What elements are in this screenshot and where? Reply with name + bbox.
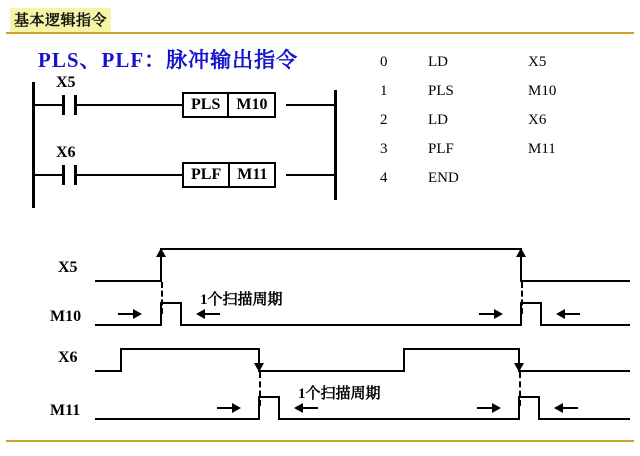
rung1-operand: M10	[227, 94, 274, 116]
instruction-arg: M10	[528, 83, 557, 99]
instruction-step: 4	[380, 170, 388, 186]
m10-low-1	[95, 324, 160, 326]
m10-width-line-left	[118, 313, 136, 315]
m11-low-2	[278, 418, 518, 420]
rung2-operand: M11	[228, 164, 274, 186]
m11-rise-2	[518, 396, 520, 420]
m10-high-2	[520, 302, 542, 304]
rung1-instruction-box	[182, 92, 276, 118]
section-title: PLS、PLF：脉冲输出指令	[38, 48, 299, 72]
m11-width-line-left	[217, 407, 235, 409]
timing-chart	[0, 236, 640, 436]
instruction-op: PLF	[428, 141, 454, 157]
x6-fall-arrow-icon-1	[254, 363, 264, 372]
m11-width-line-right	[302, 407, 318, 409]
m11-fall-1	[278, 396, 280, 420]
timing-label-m11: M11	[50, 402, 81, 419]
m11-fall-2	[538, 396, 540, 420]
m10-width2-line-left	[479, 313, 497, 315]
instruction-arg: M11	[528, 141, 556, 157]
rung2-wire-right	[286, 174, 336, 176]
m10-width2-line-right	[564, 313, 580, 315]
rung2-wire-left	[34, 174, 62, 176]
m10-fall-2	[540, 302, 542, 326]
rung1-wire-mid	[77, 104, 182, 106]
timing-label-x6: X6	[58, 349, 78, 366]
footer-divider	[6, 440, 634, 442]
x6-low-3	[518, 370, 630, 372]
contact-bar-left-icon	[62, 165, 65, 185]
x6-low-1	[95, 370, 120, 372]
ladder-left-rail	[32, 82, 35, 208]
timing-annotation-1: 1个扫描周期	[200, 292, 283, 308]
instruction-op: LD	[428, 112, 448, 128]
timing-label-m10: M10	[50, 308, 82, 325]
rung2-wire-mid	[77, 174, 182, 176]
instruction-op: LD	[428, 54, 448, 70]
instruction-op: PLS	[428, 83, 454, 99]
rung2-instruction: PLF	[191, 166, 222, 183]
m11-low-1	[95, 418, 258, 420]
rung2-instruction-box	[182, 162, 276, 188]
m10-low-2	[180, 324, 520, 326]
rung1-wire-right	[286, 104, 336, 106]
x5-low-2	[520, 280, 630, 282]
instruction-step: 1	[380, 83, 388, 99]
instruction-op: END	[428, 170, 459, 186]
x6-fall-arrow-icon-2	[514, 363, 524, 372]
timing-label-x5: X5	[58, 259, 78, 276]
x6-rise-2	[403, 348, 405, 372]
contact-bar-left-icon	[62, 95, 65, 115]
timing-annotation-2: 1个扫描周期	[298, 386, 381, 402]
m11-width2-line-right	[562, 407, 578, 409]
x5-low-1	[95, 280, 160, 282]
rung1-contact-label: X5	[56, 74, 76, 91]
instruction-step: 0	[380, 54, 388, 70]
x6-low-2	[258, 370, 405, 372]
m11-rise-1	[258, 396, 260, 420]
x5-rise-arrow-icon	[156, 248, 166, 257]
x5-high	[160, 248, 520, 250]
ladder-diagram	[24, 74, 344, 215]
m10-low-3	[540, 324, 630, 326]
instruction-arg: X5	[528, 54, 547, 70]
ladder-right-rail	[334, 90, 337, 200]
m10-high-1	[160, 302, 182, 304]
x5-fall-arrow-icon	[516, 248, 526, 257]
m11-low-3	[538, 418, 630, 420]
m10-fall-1	[180, 302, 182, 326]
m11-width2-line-left	[477, 407, 495, 409]
instruction-arg: X6	[528, 112, 547, 128]
rung2-contact-label: X6	[56, 144, 76, 161]
m11-high-1	[258, 396, 280, 398]
x6-rise-1	[120, 348, 122, 372]
m10-width-line-right	[204, 313, 220, 315]
m11-high-2	[518, 396, 540, 398]
instruction-step: 3	[380, 141, 388, 157]
page-title: 基本逻辑指令	[10, 8, 111, 32]
rung1-instruction: PLS	[191, 96, 221, 113]
m10-rise-2	[520, 302, 522, 326]
m10-rise-1	[160, 302, 162, 326]
rung1-wire-left	[34, 104, 62, 106]
instruction-step: 2	[380, 112, 388, 128]
header-divider	[6, 32, 634, 34]
x6-high-1	[120, 348, 260, 350]
x6-high-2	[403, 348, 520, 350]
